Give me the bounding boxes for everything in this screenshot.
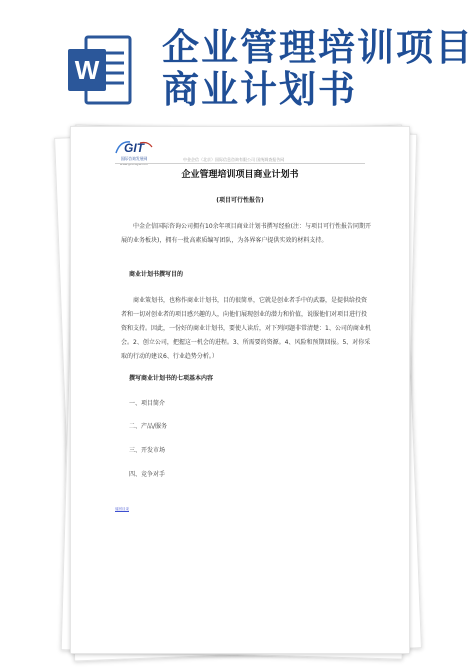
document-page (70, 126, 410, 654)
purpose-paragraph: 商业策划书，也称作商业计划书，目的很简单，它就是创业者手中的武器，是提供给投资者和一切对创业者的项目感兴趣的人，向他们展现创业的潜力和价值，说服他们对项目进行投资和支持。因此，一份好的商业计划书，要使人读后，对下列问题非常清楚：1、公司的商业机会。2、创立公司，把握这一机会的进程。3、所需要的资源。4、风险和预期回报。5、对你采取的行动的建议6、行业趋势分析。） (121, 297, 371, 360)
company-logo (114, 139, 154, 166)
list-item: 二、产品/服务 (129, 423, 168, 430)
word-doc-icon (66, 33, 132, 107)
list-item: 一、项目简介 (129, 400, 166, 407)
document-header-text: 中金企信（北京）国际信息咨询有限公司 国统调查报告网 (183, 157, 285, 162)
intro-paragraph: 中金企信国际咨询公司拥有10余年项目商业计划书撰写经验(注：与项目可行性报告同期开展的业务板块)，拥有一批高素质编写团队，为各界客户提供实效的材料支持。 (121, 223, 371, 244)
back-to-contents-link[interactable]: 返回目录 (115, 507, 129, 511)
company-logo-mark (114, 139, 154, 155)
document-title: 企业管理培训项目商业计划书 (181, 170, 299, 180)
section-heading-contents: 撰写商业计划书的七项基本内容 (129, 375, 214, 382)
list-item: 三、开发市场 (129, 447, 166, 454)
logo-url: www.gtdcbgw.com (119, 162, 149, 166)
logo-name: 国际咨询发展网 (120, 156, 148, 161)
document-subtitle: (项目可行性报告) (216, 197, 264, 204)
list-item: 四、竞争对手 (129, 471, 166, 478)
page-title-line-1: 企业管理培训项目 (162, 26, 474, 69)
header-divider (115, 163, 365, 164)
page-title-line-2: 商业计划书 (162, 68, 357, 111)
section-heading-purpose: 商业计划书撰写目的 (129, 271, 184, 278)
word-icon-letter: W (74, 55, 100, 85)
logo-mark-text: GIT (124, 141, 144, 155)
